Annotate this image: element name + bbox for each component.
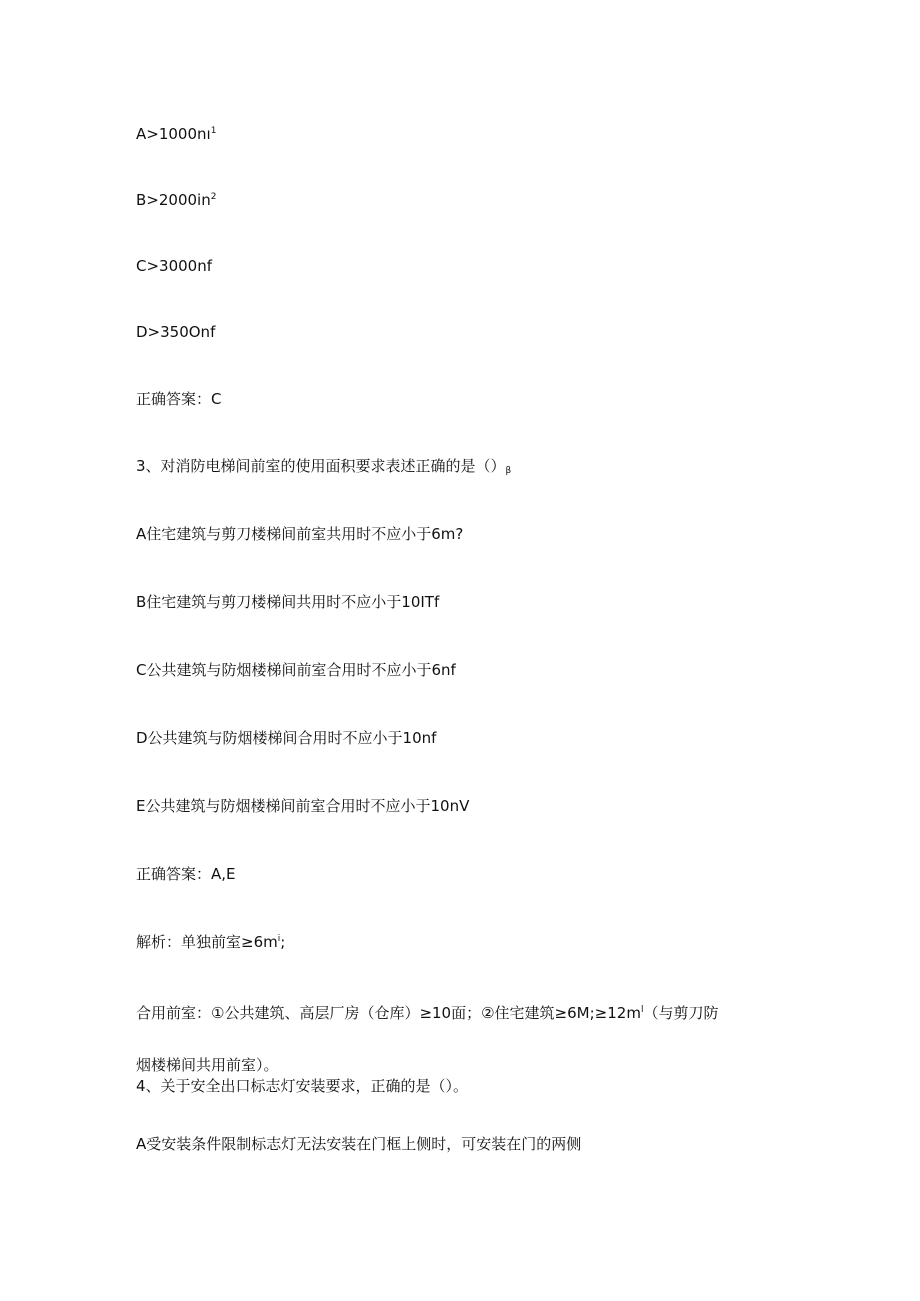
q2-option-b-sup: 2 — [210, 192, 217, 202]
q3-analysis-line1-text: 解析：单独前室≥6m — [136, 933, 278, 951]
q3-option-d: D公共建筑与防烟楼梯间合用时不应小于10nf — [136, 729, 437, 747]
q2-option-b — [136, 190, 216, 210]
q3-option-b: B住宅建筑与剪刀楼梯间共用时不应小于10ITf — [136, 593, 440, 611]
q4-stem: 4、关于安全出口标志灯安装要求，正确的是（）。 — [136, 1077, 469, 1095]
q2-option-d: D>350Onf — [136, 323, 216, 341]
q3-option-c: C公共建筑与防烟楼梯间前室合用时不应小于6nf — [136, 661, 456, 679]
q2-answer: 正确答案：C — [136, 390, 222, 408]
q3-option-a: A住宅建筑与剪刀楼梯间前室共用时不应小于6m? — [136, 525, 464, 543]
q3-analysis-line1 — [136, 932, 285, 952]
q2-option-a-sup: 1 — [210, 126, 217, 136]
q3-analysis-line1-sup: i — [277, 934, 281, 944]
q2-option-a — [136, 124, 216, 144]
q3-analysis-line2 — [136, 1003, 718, 1023]
q3-analysis-line1-tail: ; — [280, 933, 286, 951]
q3-answer: 正确答案：A,E — [136, 865, 236, 883]
q2-option-c: C>3000nf — [136, 257, 213, 275]
q2-option-b-text: B>2000in — [136, 191, 211, 209]
q4-option-a: A受安装条件限制标志灯无法安装在门框上侧时，可安装在门的两侧 — [136, 1135, 582, 1153]
q3-option-e: E公共建筑与防烟楼梯间前室合用时不应小于10nV — [136, 797, 470, 815]
q3-stem-text: 3、对消防电梯间前室的使用面积要求表述正确的是（） — [136, 457, 506, 475]
q3-analysis-line2-sup: l — [640, 1005, 644, 1015]
q3-stem-tail: β — [505, 466, 512, 476]
q3-analysis-line2-tail: （与剪刀防 — [643, 1004, 719, 1022]
q3-analysis-line2-text: 合用前室：①公共建筑、高层厂房（仓库）≥10面；②住宅建筑≥6M;≥12m — [136, 1004, 641, 1022]
q3-stem — [136, 456, 511, 481]
q2-option-a-text: A>1000nı — [136, 125, 211, 143]
q3-analysis-line3: 烟楼梯间共用前室）。 — [136, 1056, 279, 1074]
